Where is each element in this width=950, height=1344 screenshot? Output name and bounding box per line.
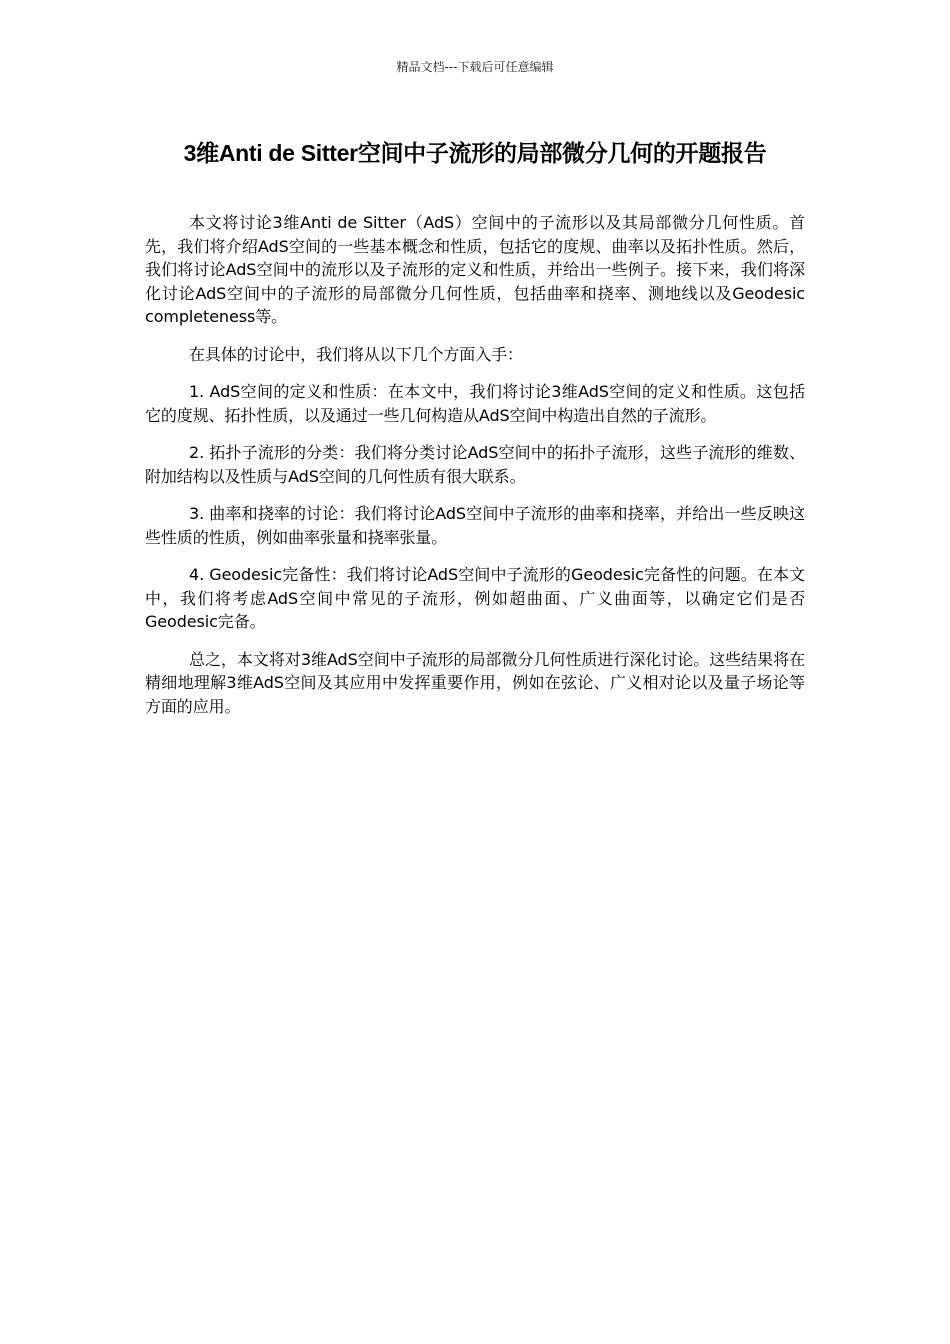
header-note: 精品文档---下载后可任意编辑 xyxy=(396,60,554,74)
paragraph-conclusion: 总之，本文将对3维AdS空间中子流形的局部微分几何性质进行深化讨论。这些结果将在精细地理解3维AdS空间及其应用中发挥重要作用，例如在弦论、广义相对论以及量子场论等方面的应用。 xyxy=(145,649,805,716)
paragraph-item-2: 2. 拓扑子流形的分类：我们将分类讨论AdS空间中的拓扑子流形，这些子流形的维数、附加结构以及性质与AdS空间的几何性质有很大联系。 xyxy=(145,443,805,486)
document-body xyxy=(145,211,805,732)
document-title: 3维Anti de Sitter空间中子流形的局部微分几何的开题报告 xyxy=(183,140,767,166)
paragraph-aspects-lead: 在具体的讨论中，我们将从以下几个方面入手： xyxy=(189,344,523,364)
paragraph-item-1: 1. AdS空间的定义和性质：在本文中，我们将讨论3维AdS空间的定义和性质。这包括它的度规、拓扑性质，以及通过一些几何构造从AdS空间中构造出自然的子流形。 xyxy=(145,382,805,425)
paragraph-item-4: 4. Geodesic完备性：我们将讨论AdS空间中子流形的Geodesic完备性的问题。在本文中，我们将考虑AdS空间中常见的子流形，例如超曲面、广义曲面等，以确定它们是否Geodesic完备。 xyxy=(145,565,805,631)
paragraph-item-3: 3. 曲率和挠率的讨论：我们将讨论AdS空间中子流形的曲率和挠率，并给出一些反映这些性质的性质，例如曲率张量和挠率张量。 xyxy=(145,504,805,547)
paragraph-intro: 本文将讨论3维Anti de Sitter（AdS）空间中的子流形以及其局部微分几何性质。首先，我们将介绍AdS空间的一些基本概念和性质，包括它的度规、曲率以及拓扑性质。然后，我们将讨论AdS空间中的流形以及子流形的定义和性质，并给出一些例子。接下来，我们将深化讨论AdS空间中的子流形的局部微分几何性质，包括曲率和挠率、测地线以及Geodesic completeness等。 xyxy=(145,213,805,326)
